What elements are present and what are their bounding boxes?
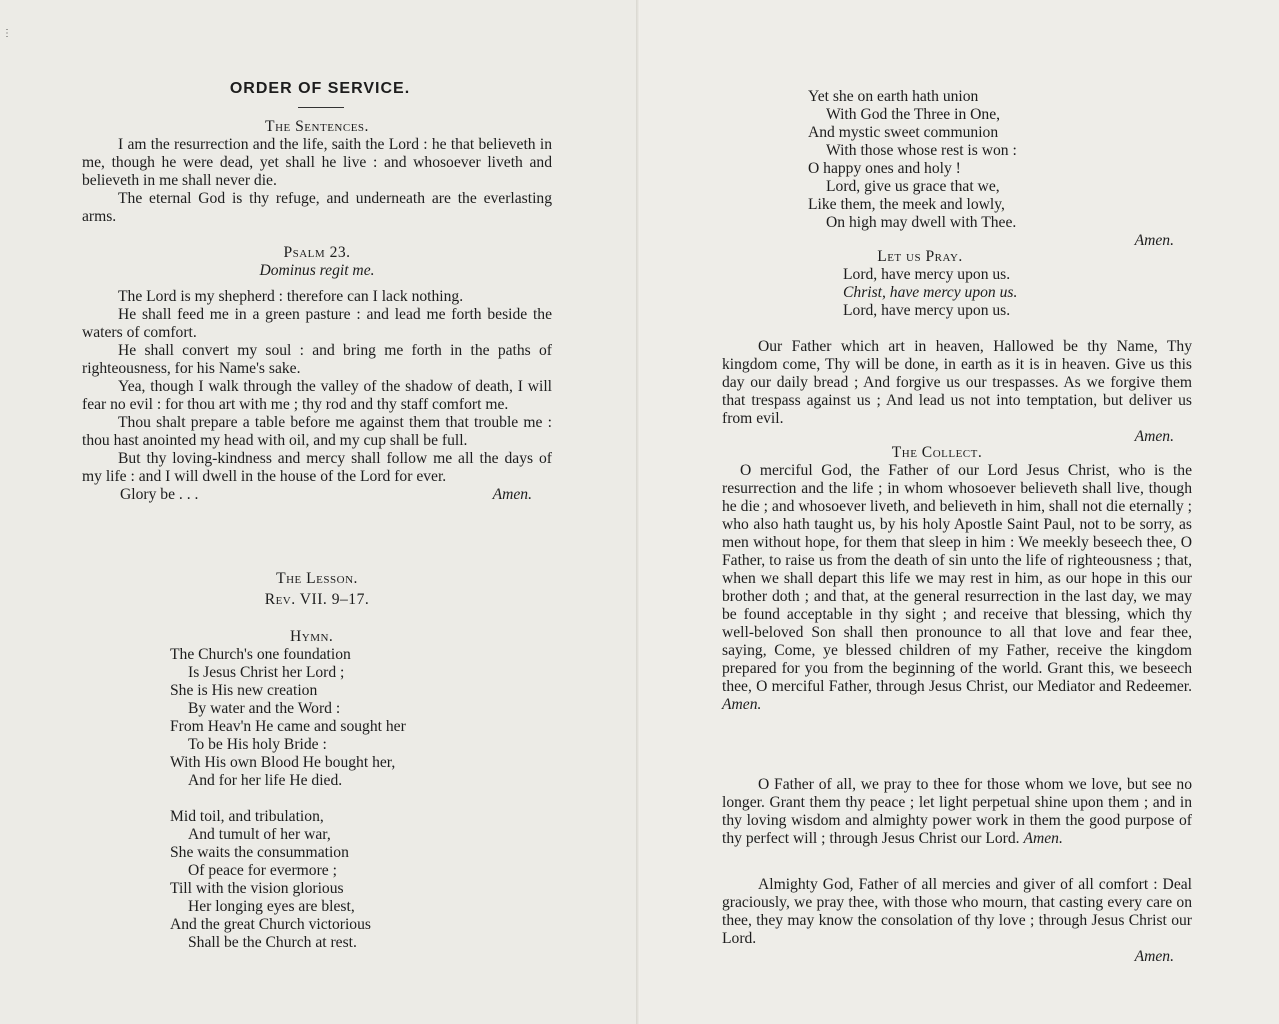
- hymn-line: Shall be the Church at rest.: [188, 934, 357, 951]
- psalm-verse-3: He shall convert my soul : and bring me forth in the paths of righteousness, for his Name's sake.: [82, 342, 552, 377]
- prayer-for-loved-ones: [722, 776, 1192, 848]
- hymn-line: And tumult of her war,: [188, 826, 331, 843]
- kyrie-line: Lord, have mercy upon us.: [843, 302, 1011, 319]
- sentence-2: The eternal God is thy refuge, and underneath are the everlasting arms.: [82, 190, 552, 225]
- let-us-pray-heading: Let us Pray.: [877, 248, 963, 265]
- hymn-line: Is Jesus Christ her Lord ;: [188, 664, 345, 681]
- hymn-line: Like them, the meek and lowly,: [808, 196, 1005, 213]
- gloria-line: [82, 486, 552, 504]
- gloria-text: Glory be . . .: [120, 486, 199, 503]
- psalm-verse-1: The Lord is my shepherd : therefore can I lack nothing.: [118, 288, 464, 305]
- lesson-section: [82, 570, 552, 609]
- margin-marks: ⋮: [2, 28, 12, 39]
- psalm-verse-2: He shall feed me in a green pasture : and lead me forth beside the waters of comfort.: [82, 306, 552, 341]
- prayer-3-text: Almighty God, Father of all mercies and giver of all comfort : Deal graciously, we pray thee, with those who mourn, that casting every care on thee, they may know the consolation of thy love ; through Jesus Christ our Lord.: [722, 876, 1192, 947]
- collect-text: [722, 462, 1192, 714]
- hymn-line: Yet she on earth hath union: [808, 88, 979, 105]
- hymn-line: Till with the vision glorious: [170, 880, 344, 897]
- sentences-heading: The Sentences.: [265, 118, 369, 135]
- lords-prayer: Our Father which art in heaven, Hallowed be thy Name, Thy kingdom come, Thy will be done, in earth as it is in heaven. Give us this day our daily bread ; And forgive us our trespasses. As we forgive them that trespass against us ; And lead us not into temptation, but deliver us from evil.: [722, 338, 1192, 427]
- collect-body: O merciful God, the Father of our Lord Jesus Christ, who is the resurrection and the life ; in whom whosoever believeth shall live, though he die ; and whosoever liveth, and believeth in him, shall not die eternally ; who also hath taught us, by his holy Apostle Saint Paul, not to be sorry, as men without hope, for them that sleep in him : We meekly beseech thee, O Father, to raise us from the death of sin unto the life of righteousness ; that, when we shall depart this life we may rest in him, as our hope in this our brother doth ; and that, at the general resurrection in the last day, we may be found acceptable in thy sight ; and receive that blessing, which thy well-beloved Son shall then pronounce to all that love and fear thee, saying, Come, ye blessed children of my Father, receive the kingdom prepared for you from the beginning of the world. Grant this, we beseech thee, O merciful Father, through Jesus Christ, our Mediator and Redeemer.: [722, 462, 1192, 695]
- hymn-line: And mystic sweet communion: [808, 124, 999, 141]
- hymn-line: The Church's one foundation: [170, 646, 351, 663]
- hymn-line: Lord, give us grace that we,: [826, 178, 1000, 195]
- hymn-line: With those whose rest is won :: [826, 142, 1017, 159]
- hymn-line: With God the Three in One,: [826, 106, 1001, 123]
- hymn-section: [170, 628, 490, 952]
- lesson-heading: The Lesson.: [276, 570, 358, 587]
- order-of-service-title: ORDER OF SERVICE.: [229, 80, 411, 97]
- right-page: [640, 0, 1279, 1024]
- sentences-section: [82, 118, 552, 226]
- hymn-line: She waits the consummation: [170, 844, 349, 861]
- hymn-line: On high may dwell with Thee.: [826, 214, 1017, 231]
- hymn-line: Mid toil, and tribulation,: [170, 808, 324, 825]
- hymn-line: And the great Church victorious: [170, 916, 371, 933]
- prayer-2-text: [722, 776, 1192, 848]
- title-rule: [298, 107, 344, 108]
- kyrie-line: Christ, have mercy upon us.: [843, 284, 1018, 301]
- hymn-line: O happy ones and holy !: [808, 160, 961, 177]
- hymn-line: Her longing eyes are blest,: [188, 898, 355, 915]
- prayer-2-amen: Amen.: [1023, 830, 1063, 847]
- let-us-pray-section: [820, 248, 1080, 320]
- hymn-line: From Heav'n He came and sought her: [170, 718, 406, 735]
- prayer-for-mourners: [722, 876, 1192, 966]
- lords-prayer-section: [722, 338, 1192, 446]
- hymn-line: With His own Blood He bought her,: [170, 754, 396, 771]
- prayer-2-body: O Father of all, we pray to thee for those whom we love, but see no longer. Grant them thy peace ; let light perpetual shine upon them ; and in thy loving wisdom and almighty power work in them the good purpose of thy perfect will ; through Jesus Christ our Lord.: [722, 776, 1192, 847]
- hymn-line: And for her life He died.: [188, 772, 343, 789]
- hymn-heading: Hymn.: [290, 628, 334, 645]
- psalm-heading: Psalm 23.: [283, 244, 351, 261]
- lesson-reference: Rev. VII. 9–17.: [264, 591, 370, 608]
- collect-heading: The Collect.: [891, 444, 983, 461]
- gloria-amen: Amen.: [492, 486, 532, 503]
- hymn-line: She is His new creation: [170, 682, 318, 699]
- sentence-1: I am the resurrection and the life, saith the Lord : he that believeth in me, though he were dead, yet shall he live : and whosoever liveth and believeth in me shall never die.: [82, 136, 552, 189]
- prayer-3-amen: Amen.: [1134, 948, 1174, 965]
- hymn-verse-3: [808, 88, 1178, 250]
- psalm-section: [82, 244, 552, 504]
- hymn-amen: Amen.: [1134, 232, 1174, 249]
- collect-amen: Amen.: [722, 696, 762, 713]
- psalm-verse-4: Yea, though I walk through the valley of the shadow of death, I will fear no evil : for thou art with me ; thy rod and thy staff comfort me.: [82, 378, 552, 413]
- collect-section: [722, 444, 1192, 714]
- kyrie-line: Lord, have mercy upon us.: [843, 266, 1011, 283]
- hymn-line: By water and the Word :: [188, 700, 341, 717]
- hymn-line: Of peace for evermore ;: [188, 862, 337, 879]
- lords-prayer-amen: Amen.: [1134, 428, 1174, 445]
- psalm-verse-6: But thy loving-kindness and mercy shall follow me all the days of my life : and I will dwell in the house of the Lord for ever.: [82, 450, 552, 485]
- psalm-subtitle: Dominus regit me.: [259, 262, 375, 279]
- hymn-line: To be His holy Bride :: [188, 736, 327, 753]
- psalm-verse-5: Thou shalt prepare a table before me against them that trouble me : thou hast anointed my head with oil, and my cup shall be full.: [82, 414, 552, 449]
